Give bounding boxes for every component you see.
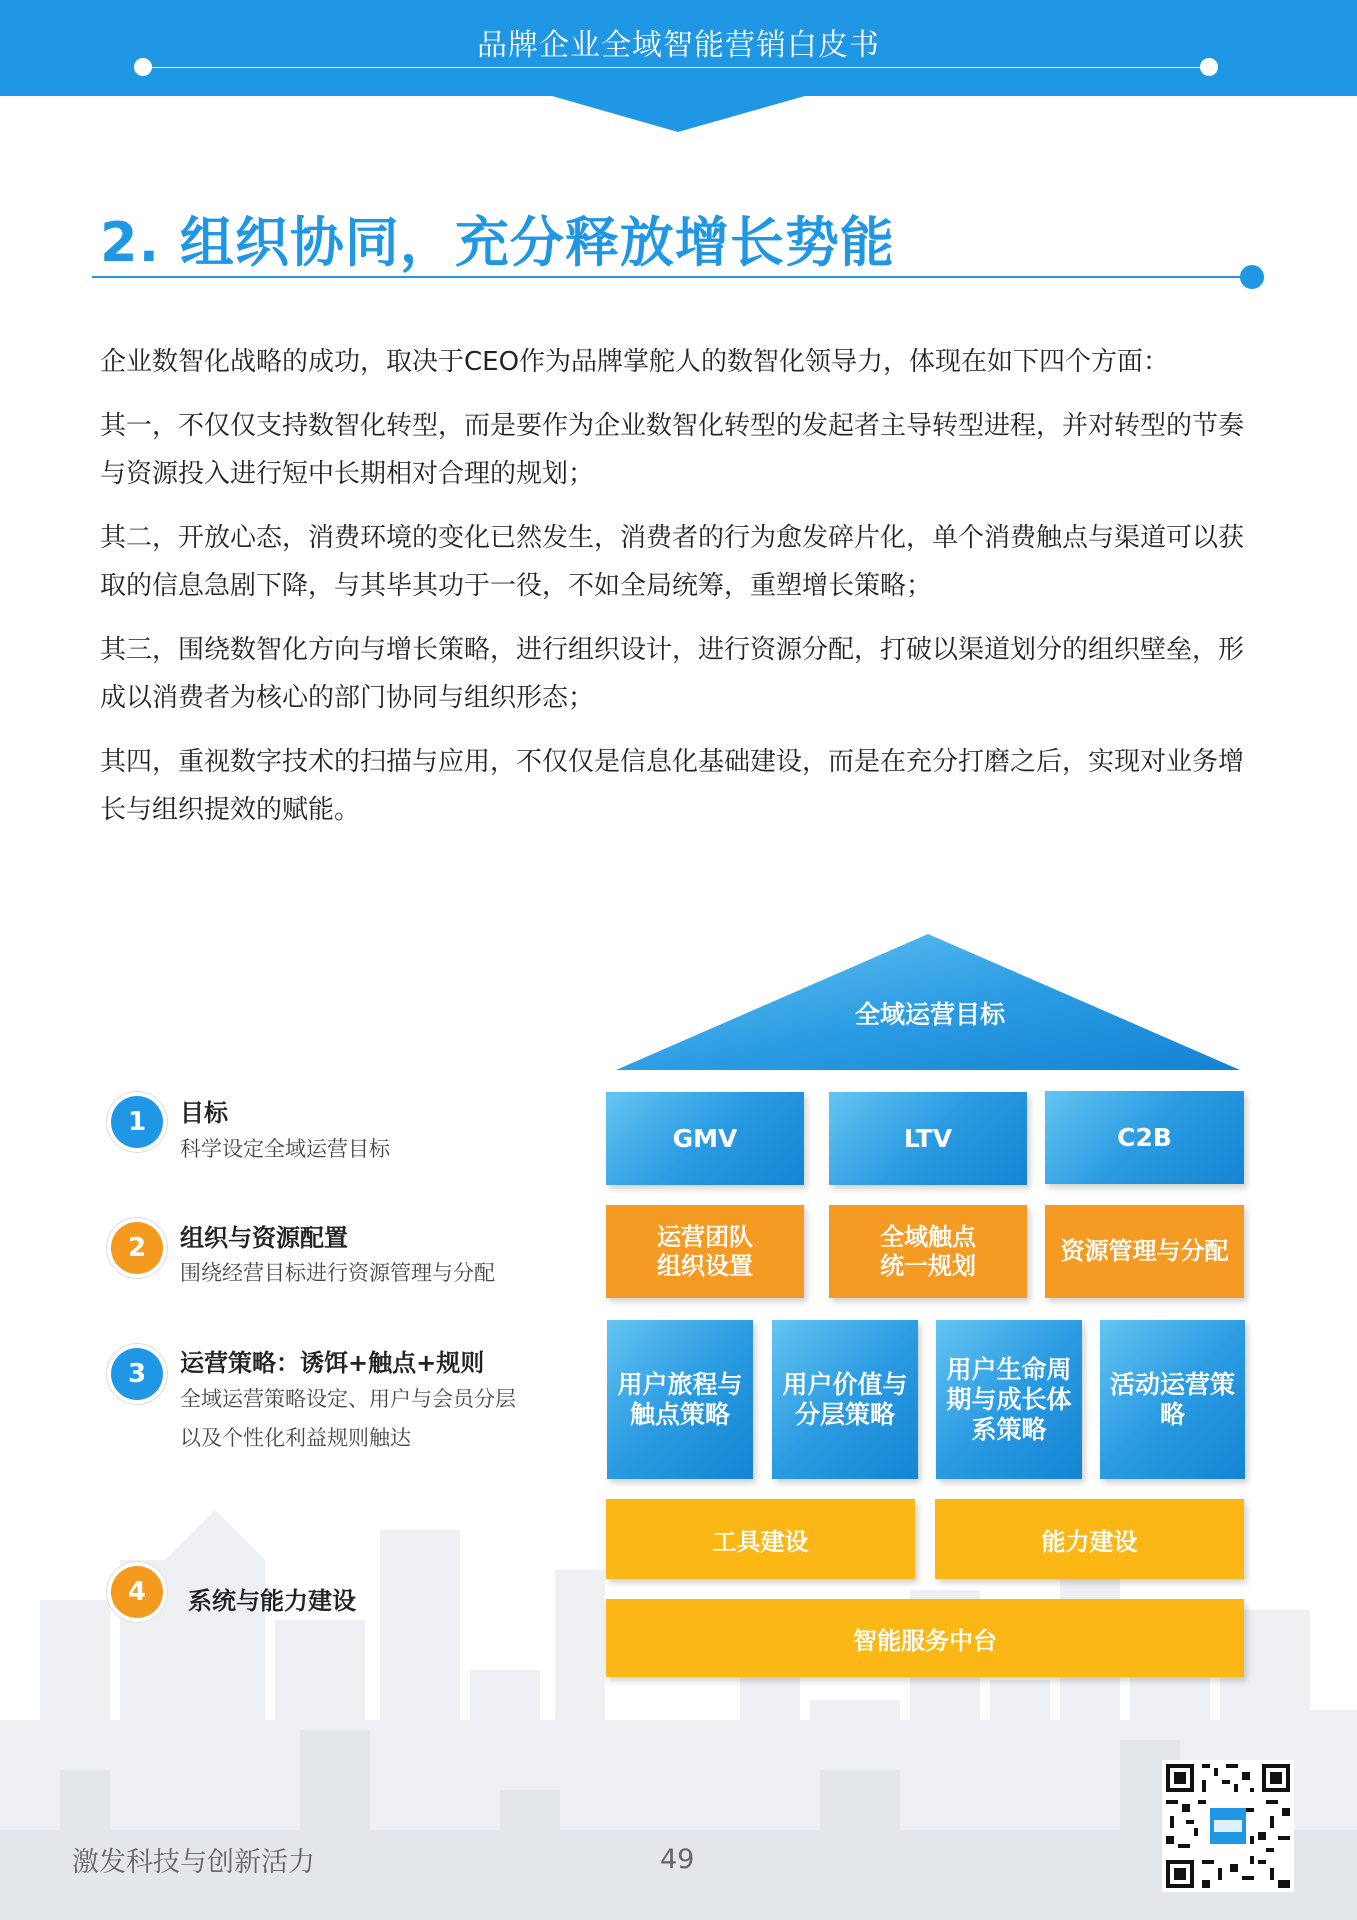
header-rule [142,67,1210,68]
header-band [0,0,1357,96]
footer-slogan: 激发科技与创新活力 [72,1847,315,1878]
paragraph-point-2: 其二，开放心态，消费环境的变化已然发生，消费者的行为愈发碎片化，单个消费触点与渠道可以获取的信息急剧下降，与其毕其功于一役，不如全局统筹，重塑增长策略； [100,523,1245,601]
strategy-box-activity [1100,1320,1245,1479]
paragraph-intro: 企业数智化战略的成功，取决于CEO作为品牌掌舵人的数智化领导力，体现在如下四个方面： [100,347,1170,377]
org-box-resources-label: 资源管理与分配 [1060,1237,1229,1265]
org-box-touchpoints-line1: 全域触点 [880,1222,976,1251]
paragraph-point-3: 其三，围绕数智化方向与增长策略，进行组织设计，进行资源分配，打破以渠道划分的组织壁垒，形成以消费者为核心的部门协同与组织形态； [100,635,1245,713]
goal-box-ltv: LTV [829,1092,1027,1185]
legend-title-1: 目标 [180,1099,228,1127]
strategy-value-line1: 用户价值与 [782,1369,908,1399]
page-number: 49 [660,1844,695,1875]
legend-title-4: 系统与能力建设 [188,1587,356,1615]
goal-box-gmv: GMV [606,1092,804,1185]
org-box-resources [1045,1205,1244,1298]
strategy-box-journey [607,1320,753,1479]
strategy-box-value [772,1320,918,1479]
strategy-lifecycle-line1: 用户生命周 [946,1354,1072,1384]
section-rule [92,276,1252,278]
strategy-lifecycle-line3: 系策略 [971,1414,1047,1444]
legend-title-2: 组织与资源配置 [180,1224,348,1252]
org-box-touchpoints-line2: 统一规划 [880,1251,976,1280]
legend-number-3: 3 [111,1348,163,1400]
header-dot-right [1200,58,1218,76]
org-box-team-line1: 运营团队 [657,1222,753,1251]
org-box-team-line2: 组织设置 [657,1251,753,1280]
build-box-tools: 工具建设 [606,1499,915,1579]
goal-box-c2b: C2B [1045,1091,1244,1184]
legend-number-4: 4 [111,1566,163,1618]
strategy-value-line2: 分层策略 [794,1399,895,1429]
legend-desc-3b: 以及个性化利益规则触达 [180,1426,411,1450]
header-title: 品牌企业全域智能营销白皮书 [477,28,880,63]
qr-code-icon [1162,1760,1294,1892]
legend-number-1: 1 [111,1096,163,1148]
header-notch [0,94,1357,134]
base-box-platform: 智能服务中台 [606,1599,1244,1677]
legend-desc-3a: 全域运营策略设定、用户与会员分层 [180,1387,516,1411]
strategy-activity-line1: 活动运营策 [1109,1369,1235,1399]
strategy-box-lifecycle [936,1320,1082,1479]
legend-number-2: 2 [111,1222,163,1274]
paragraph-point-4: 其四，重视数字技术的扫描与应用，不仅仅是信息化基础建设，而是在充分打磨之后，实现对业务增长与组织提效的赋能。 [100,747,1245,825]
house-roof-label: 全域运营目标 [854,1000,1005,1029]
legend-desc-1: 科学设定全域运营目标 [180,1137,390,1161]
strategy-journey-line2: 触点策略 [629,1399,730,1429]
legend-title-3: 运营策略：诱饵+触点+规则 [180,1349,485,1377]
paragraph-point-1: 其一，不仅仅支持数智化转型，而是要作为企业数智化转型的发起者主导转型进程，并对转型的节奏与资源投入进行短中长期相对合理的规划； [100,411,1245,489]
section-rule-dot [1240,265,1264,289]
strategy-journey-line1: 用户旅程与 [617,1369,743,1399]
build-box-capability: 能力建设 [935,1499,1244,1579]
legend-desc-2: 围绕经营目标进行资源管理与分配 [180,1261,495,1285]
org-box-team [606,1205,804,1298]
org-box-touchpoints [829,1205,1027,1298]
strategy-lifecycle-line2: 期与成长体 [946,1384,1072,1414]
section-title: 2. 组织协同，充分释放增长势能 [100,211,895,274]
strategy-activity-line2: 略 [1159,1399,1185,1429]
